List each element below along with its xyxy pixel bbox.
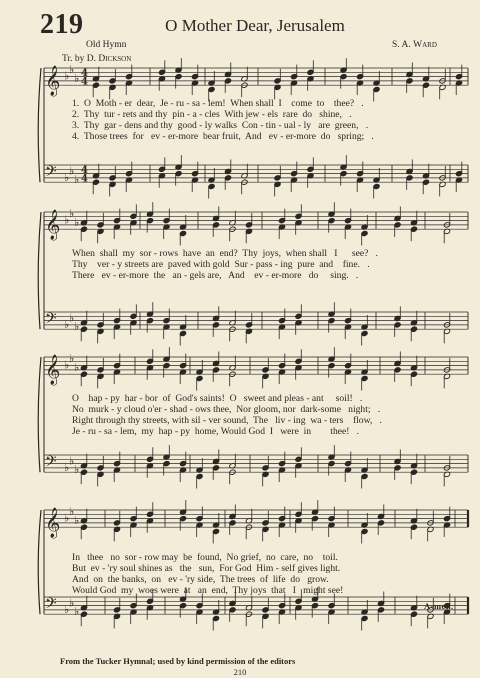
flat-icon: ♭ — [69, 63, 75, 77]
treble-clef-icon: 𝄞 — [45, 508, 61, 539]
lyric-line: Right through thy streets, with sil - ver sound, The liv - ing wa - ters flow, . — [72, 415, 382, 426]
lyric-line: No murk - y cloud o'er - shad - ows thee, Nor gloom, nor dark-some night; . — [72, 404, 381, 415]
lyric-line: Je - ru - sa - lem, my hap - py home, Would God I were in thee! . — [72, 426, 360, 437]
flat-icon: ♭ — [64, 511, 70, 525]
lyric-line: In thee no sor - row may be found, No grief, no care, no toil. — [72, 552, 338, 563]
lyric-line: When shall my sor - rows have an end? Thy joys, when shall I see? . — [72, 248, 378, 259]
time-signature: 4 — [81, 165, 88, 177]
system-brace — [38, 212, 41, 329]
bass-clef-icon: 𝄢 — [45, 309, 57, 331]
flat-icon: ♭ — [74, 173, 80, 187]
treble-clef-icon: 𝄞 — [45, 355, 61, 386]
bass-clef-icon: 𝄢 — [45, 594, 57, 616]
flat-icon: ♭ — [69, 311, 75, 325]
system-brace — [38, 510, 41, 614]
flat-icon: ♭ — [69, 352, 75, 366]
flat-icon: ♭ — [64, 358, 70, 372]
amen-label: A-men. — [424, 601, 454, 611]
lyric-line: O hap - py har - bor of God's saints! O sweet and pleas - ant soil! . — [72, 393, 363, 404]
footer-credit: From the Tucker Hymnal; used by kind permission of the editors — [60, 656, 296, 666]
lyrics-system-1 — [72, 98, 470, 142]
flat-icon: ♭ — [64, 602, 70, 616]
tune-credit: Old Hymn — [86, 40, 127, 50]
flat-icon: ♭ — [69, 596, 75, 610]
lyrics-system-4 — [72, 552, 470, 596]
bass-clef-icon: 𝄢 — [45, 162, 57, 184]
flat-icon: ♭ — [64, 213, 70, 227]
lyric-line: But ev - 'ry soul shines as the sun, For God Him - self gives light. — [72, 563, 341, 574]
flat-icon: ♭ — [69, 505, 75, 519]
bass-clef-icon: 𝄢 — [45, 452, 57, 474]
system-brace — [38, 357, 41, 472]
composer-name: Ward — [413, 40, 437, 50]
lyric-line: And on the banks, on ev - 'ry side, The trees of life do grow. — [72, 574, 329, 585]
lyrics-system-2 — [72, 248, 470, 281]
flat-icon: ♭ — [74, 215, 80, 229]
hymn-number: 219 — [40, 9, 84, 40]
time-signature: 4 — [81, 68, 88, 80]
flat-icon: ♭ — [64, 460, 70, 474]
page-number: 210 — [233, 667, 247, 677]
treble-clef-icon: 𝄞 — [45, 66, 61, 97]
translator-prefix: Tr. by D. — [62, 54, 99, 64]
translator-name: Dickson — [98, 54, 132, 64]
lyric-line: There ev - er-more the an - gels are, And ev - er-more do sing. . — [72, 270, 359, 281]
flat-icon: ♭ — [74, 605, 80, 619]
flat-icon: ♭ — [64, 317, 70, 331]
time-signature: 4 — [81, 173, 88, 185]
composer-prefix: S. A. — [392, 40, 414, 50]
flat-icon: ♭ — [74, 320, 80, 334]
flat-icon: ♭ — [74, 463, 80, 477]
flat-icon: ♭ — [69, 454, 75, 468]
flat-icon: ♭ — [74, 513, 80, 527]
time-signature: 4 — [81, 76, 88, 88]
flat-icon: ♭ — [69, 164, 75, 178]
lyric-line: Thy ver - y streets are paved with gold Sur - pass - ing pure and fine. . — [72, 259, 370, 270]
flat-icon: ♭ — [64, 69, 70, 83]
lyric-line: 2. Thy tur - rets and thy pin - a - cles With jew - els rare do shine, . — [72, 109, 352, 120]
treble-clef-icon: 𝄞 — [45, 210, 61, 241]
system-brace — [38, 68, 41, 182]
lyric-line: 3. Thy gar - dens and thy good - ly walks Con - tin - ual - ly are green, . — [72, 120, 369, 131]
flat-icon: ♭ — [64, 170, 70, 184]
hymn-title: O Mother Dear, Jerusalem — [165, 16, 345, 35]
lyric-line: 1. O Moth - er dear, Je - ru - sa - lem! When shall I come to thee? . — [72, 98, 364, 109]
lyric-line: Would God my woes were at an end, Thy joys that I might see! — [72, 585, 344, 596]
lyric-line: 4. Those trees for ev - er-more bear fruit, And ev - er-more do spring; . — [72, 131, 374, 142]
lyrics-system-3 — [72, 393, 470, 437]
flat-icon: ♭ — [69, 207, 75, 221]
flat-icon: ♭ — [74, 71, 80, 85]
flat-icon: ♭ — [74, 360, 80, 374]
